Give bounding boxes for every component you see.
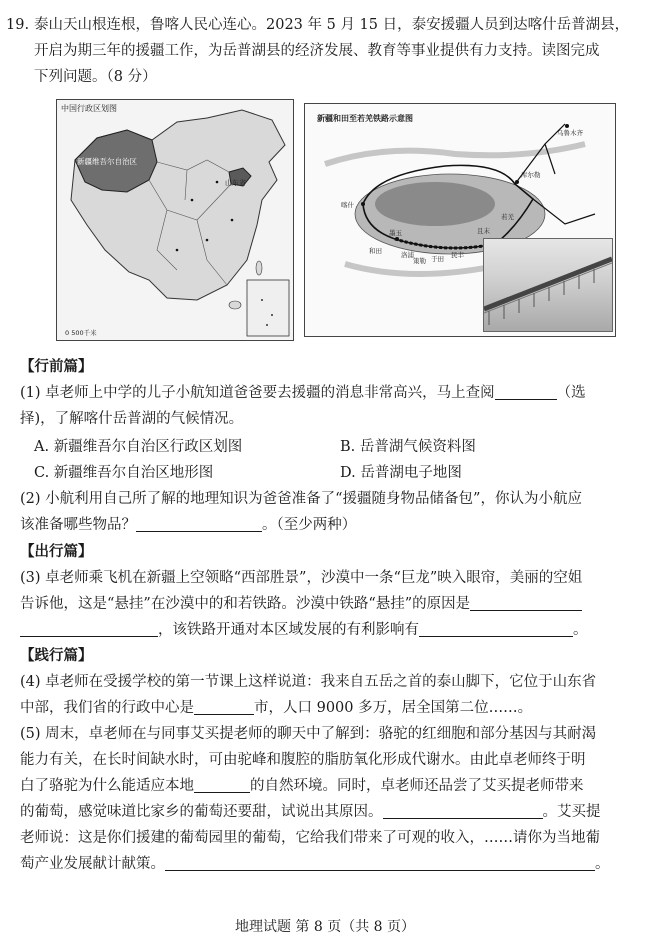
q5-text-3a: 白了骆驼为什么能适应本地	[20, 778, 194, 794]
q3-line-3	[20, 619, 588, 641]
q1-option-c[interactable]: C. 新疆维吾尔自治区地形图	[34, 465, 214, 481]
intro-line-3: 下列问题。（8 分）	[34, 69, 157, 85]
q1-text: (1) 卓老师上中学的儿子小航知道爸爸要去援疆的消息非常高兴，马上查阅	[20, 385, 495, 401]
q1-line-2: 择)，了解喀什岳普湖的气候情况。	[20, 411, 244, 427]
label-shandong: 山东省	[225, 179, 246, 187]
section-travel: 【出行篇】	[20, 543, 93, 560]
q2-line-1: (2) 小航利用自己所了解的地理知识为爸爸准备了“援疆随身物品储备包”，你认为小航应	[20, 491, 582, 507]
place-ruoqiang: 若羌	[501, 213, 514, 221]
question-number: 19.	[6, 17, 30, 33]
intro-line-2: 开启为期三年的援疆工作，为岳普湖县的经济发展、教育等事业提供有力支持。读图完成	[34, 43, 600, 59]
q5-text-6b: 。	[595, 856, 610, 872]
q2-line-2	[20, 514, 356, 536]
railway-map	[304, 103, 616, 337]
q5-text-4a: 的葡萄，感觉味道比家乡的葡萄还要甜，试说出其原因。	[20, 804, 383, 820]
place-minfeng: 民丰	[451, 251, 464, 259]
q2-text: 该准备哪些物品？	[20, 517, 136, 533]
q5-line-3	[20, 775, 584, 797]
q5-text-3b: 的自然环境。同时，卓老师还品尝了艾买提老师带来	[250, 778, 584, 794]
scale-bar: 0 500千米	[65, 329, 97, 337]
q5-line-2: 能力有关，在长时间缺水时，可由驼峰和腹腔的脂肪氧化形成代谢水。由此卓老师终于明	[20, 752, 586, 768]
place-cele: 策勒	[413, 257, 426, 265]
q3-text-end: 。	[573, 622, 588, 638]
place-korla: 库尔勒	[521, 171, 541, 179]
place-moyu: 墨玉	[389, 229, 402, 237]
label-xinjiang: 新疆维吾尔自治区	[77, 157, 137, 166]
q2-answer-blank[interactable]	[136, 515, 262, 532]
q5-answer-blank-2[interactable]	[383, 802, 543, 819]
china-map-title: 中国行政区划图	[61, 104, 117, 113]
place-yutian: 于田	[431, 255, 444, 263]
q3-line-1: (3) 卓老师乘飞机在新疆上空领略“西部胜景”，沙漠中一条“巨龙”映入眼帘，美丽的空姐	[20, 570, 583, 586]
q5-answer-blank-3[interactable]	[165, 854, 595, 871]
q2-text-end: 。（至少两种）	[262, 517, 357, 533]
section-before: 【行前篇】	[20, 358, 93, 375]
place-hotan: 和田	[369, 247, 382, 255]
q5-answer-blank-1[interactable]	[194, 776, 250, 793]
q3-answer-blank-1b[interactable]	[20, 620, 158, 637]
q1-option-a[interactable]: A. 新疆维吾尔自治区行政区划图	[34, 439, 243, 455]
q1-text-end: （选	[556, 385, 586, 401]
q1-option-d[interactable]: D. 岳普湖电子地图	[340, 465, 462, 481]
q4-answer-blank[interactable]	[194, 698, 254, 715]
q4-text: 中部，我们省的行政中心是	[20, 700, 194, 716]
q5-line-4	[20, 801, 601, 823]
intro-line-1: 泰山天山根连根，鲁喀人民心连心。2023 年 5 月 15 日，泰安援疆人员到达喀什岳普湖县，	[34, 17, 630, 33]
q3-line-2	[20, 593, 582, 615]
q4-text-end: 市，人口 9000 多万，居全国第二位……。	[254, 700, 533, 716]
place-luopu: 洛浦	[401, 251, 414, 259]
section-practice: 【践行篇】	[20, 647, 93, 664]
q1-option-b[interactable]: B. 岳普湖气候资料图	[340, 439, 476, 455]
q5-line-6	[20, 853, 610, 875]
place-urumqi: 乌鲁木齐	[557, 129, 583, 137]
q5-text-6a: 萄产业发展献计献策。	[20, 856, 165, 872]
q1-answer-blank[interactable]	[495, 383, 557, 400]
page-footer: 地理试题 第 8 页（共 8 页）	[234, 919, 416, 935]
place-qiemo: 且末	[477, 227, 490, 235]
q3-answer-blank-2[interactable]	[419, 620, 573, 637]
place-kashgar: 喀什	[341, 201, 354, 209]
q3-text: 告诉他，这是“悬挂”在沙漠中的和若铁路。沙漠中铁路“悬挂”的原因是	[20, 596, 471, 612]
q5-text-4b: 。艾买提	[542, 804, 601, 820]
railway-map-title: 新疆和田至若羌铁路示意图	[317, 114, 413, 123]
q5-line-5: 老师说：这是你们援建的葡萄园里的葡萄，它给我们带来了可观的收入，……请你为当地葡	[20, 830, 600, 846]
railway-photo	[483, 238, 613, 332]
q4-line-2	[20, 697, 532, 719]
q5-line-1: (5) 周末，卓老师在与同事艾买提老师的聊天中了解到：骆驼的红细胞和部分基因与其耐渴	[20, 726, 597, 742]
q4-line-1: (4) 卓老师在受援学校的第一节课上这样说道：我来自五岳之首的泰山脚下，它位于山东省	[20, 674, 597, 690]
q3-answer-blank-1[interactable]	[470, 594, 582, 611]
q3-text-mid: ，该铁路开通对本区域发展的有利影响有	[158, 622, 419, 638]
china-admin-map	[56, 99, 294, 341]
q1-line-1	[20, 382, 586, 404]
